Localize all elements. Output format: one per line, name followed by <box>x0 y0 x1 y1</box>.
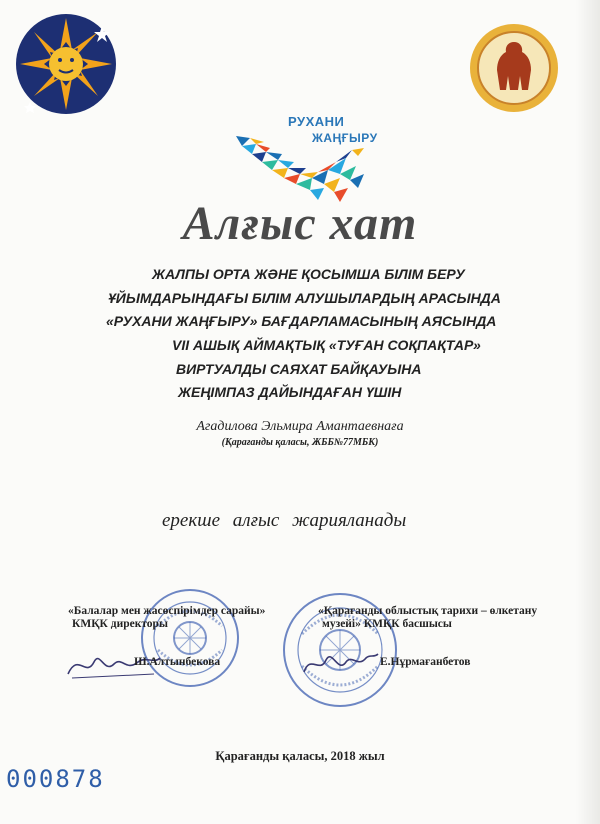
announcement-text: ерекше алғыс жарияланады <box>162 510 407 531</box>
right-signatory-name: Е.Нұрмағанбетов <box>380 656 471 668</box>
rukhani-brand-line1: РУХАНИ <box>288 114 345 129</box>
left-signatory-name: Ш.Алтынбекова <box>134 656 221 668</box>
certificate-title: Алғыс хат <box>182 197 418 250</box>
recipient-name: Агадилова Эльмира Амантаевнаға <box>196 419 404 434</box>
left-signatory-org: «Балалар мен жасөспірімдер сарайы» <box>68 605 266 617</box>
page-edge-shadow <box>576 0 600 824</box>
serial-number: 000878 <box>6 765 105 793</box>
rukhani-brand-line2: ЖАҢҒЫРУ <box>312 131 378 145</box>
body-line-2: ҰЙЫМДАРЫНДАҒЫ БІЛІМ АЛУШЫЛАРДЫҢ АРАСЫНДА <box>108 290 501 306</box>
museum-badge-icon <box>468 22 560 114</box>
body-line-6: ЖЕҢІМПАЗ ДАЙЫНДАҒАН ҮШІН <box>178 384 402 400</box>
right-signatory-title: музейі» КМҚК басшысы <box>322 618 452 630</box>
sun-star-emblem-icon <box>12 10 120 118</box>
right-signatory-org: «Қарағанды облыстық тарихи – өлкетану <box>318 605 538 617</box>
body-line-1: ЖАЛПЫ ОРТА ЖӘНЕ ҚОСЫМША БІЛІМ БЕРУ <box>152 266 465 282</box>
left-signatory-title: КМҚК директоры <box>72 618 168 630</box>
right-handwritten-signature-icon <box>300 644 380 684</box>
place-and-year: Қарағанды қаласы, 2018 жыл <box>215 749 385 763</box>
body-line-5: ВИРТУАЛДЫ САЯХАТ БАЙҚАУЫНА <box>176 361 422 377</box>
body-line-4: VII АШЫҚ АЙМАҚТЫҚ «ТУҒАН СОҚПАҚТАР» <box>172 337 481 353</box>
body-line-3: «РУХАНИ ЖАҢҒЫРУ» БАҒДАРЛАМАСЫНЫҢ АЯСЫНДА <box>106 313 497 329</box>
recipient-organization: (Қарағанды қаласы, ЖББ№77МБК) <box>221 437 379 448</box>
